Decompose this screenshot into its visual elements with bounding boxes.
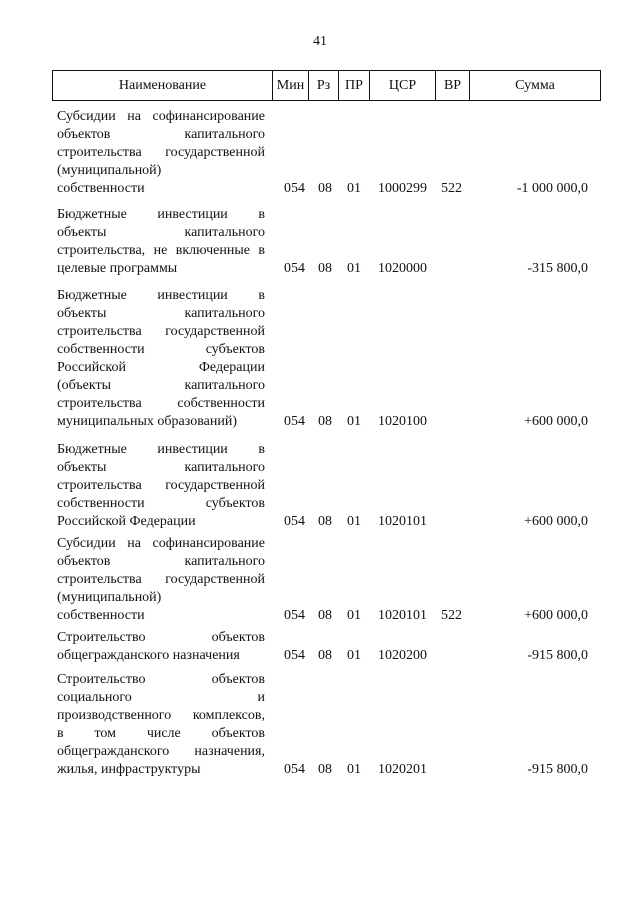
row-rz: 08	[318, 414, 332, 429]
row-min: 054	[284, 762, 305, 777]
row-name-line: муниципальных образований)	[57, 414, 237, 429]
row-name-line: Российской Федерации	[57, 360, 265, 375]
row-sum: -915 800,0	[527, 648, 588, 663]
page-number: 41	[313, 34, 327, 49]
row-pr: 01	[347, 608, 361, 623]
row-name-line: строительства государственной	[57, 572, 265, 587]
row-rz: 08	[318, 261, 332, 276]
row-csr: 1020101	[378, 608, 427, 623]
row-min: 054	[284, 514, 305, 529]
row-name-line: Бюджетные инвестиции в	[57, 288, 265, 303]
row-rz: 08	[318, 608, 332, 623]
row-sum: -315 800,0	[527, 261, 588, 276]
row-sum: +600 000,0	[524, 414, 588, 429]
row-pr: 01	[347, 514, 361, 529]
row-min: 054	[284, 414, 305, 429]
row-name-line: Строительство объектов	[57, 672, 265, 687]
row-csr: 1020201	[378, 762, 427, 777]
row-csr: 1020100	[378, 414, 427, 429]
row-pr: 01	[347, 762, 361, 777]
header-name: Наименование	[118, 78, 207, 93]
row-name-line: объектов капитального	[57, 554, 265, 569]
row-name-line: собственности субъектов	[57, 496, 265, 511]
row-csr: 1020101	[378, 514, 427, 529]
row-name-line: собственности субъектов	[57, 342, 265, 357]
row-rz: 08	[318, 648, 332, 663]
row-csr: 1020000	[378, 261, 427, 276]
row-sum: +600 000,0	[524, 608, 588, 623]
header-vr: ВР	[435, 71, 469, 100]
row-name-line: целевые программы	[57, 261, 178, 276]
row-pr: 01	[347, 181, 361, 196]
row-name-line: Строительство объектов	[57, 630, 265, 645]
row-pr: 01	[347, 261, 361, 276]
row-name-line: объектов капитального	[57, 127, 265, 142]
row-rz: 08	[318, 181, 332, 196]
row-name-line: жилья, инфраструктуры	[57, 762, 201, 777]
row-pr: 01	[347, 414, 361, 429]
row-name-line: собственности	[57, 181, 145, 196]
row-min: 054	[284, 261, 305, 276]
row-name-line: Бюджетные инвестиции в	[57, 442, 265, 457]
row-name-line: (объекты капитального	[57, 378, 265, 393]
header-rz: Рз	[308, 71, 338, 100]
row-name-line: Субсидии на софинансирование	[57, 109, 265, 124]
header-pr: ПР	[338, 71, 369, 100]
row-vr: 522	[441, 608, 462, 623]
row-name-line: строительства государственной	[57, 478, 265, 493]
row-sum: +600 000,0	[524, 514, 588, 529]
row-name-line: Бюджетные инвестиции в	[57, 207, 265, 222]
row-name-line: строительства, не включенные в	[57, 243, 265, 258]
table-header	[52, 70, 601, 101]
header-csr: ЦСР	[369, 71, 435, 100]
row-rz: 08	[318, 762, 332, 777]
row-name-line: общегражданского назначения	[57, 648, 240, 663]
row-rz: 08	[318, 514, 332, 529]
row-name-line: собственности	[57, 608, 145, 623]
row-vr: 522	[441, 181, 462, 196]
row-name-line: Российской Федерации	[57, 514, 196, 529]
header-sum: Сумма	[469, 71, 600, 100]
row-name-line: (муниципальной)	[57, 590, 162, 605]
row-name-line: производственного комплексов,	[57, 708, 265, 723]
row-name-line: социального и	[57, 690, 265, 705]
row-min: 054	[284, 648, 305, 663]
row-name-line: Субсидии на софинансирование	[57, 536, 265, 551]
row-csr: 1000299	[378, 181, 427, 196]
row-min: 054	[284, 608, 305, 623]
row-csr: 1020200	[378, 648, 427, 663]
row-name-line: в том числе объектов	[57, 726, 265, 741]
row-name-line: объекты капитального	[57, 225, 265, 240]
row-name-line: строительства собственности	[57, 396, 265, 411]
row-name-line: общегражданского назначения,	[57, 744, 265, 759]
row-sum: -915 800,0	[527, 762, 588, 777]
row-min: 054	[284, 181, 305, 196]
row-sum: -1 000 000,0	[516, 181, 588, 196]
row-name-line: строительства государственной	[57, 145, 265, 160]
row-pr: 01	[347, 648, 361, 663]
row-name-line: (муниципальной)	[57, 163, 162, 178]
header-min: Мин	[272, 71, 308, 100]
row-name-line: строительства государственной	[57, 324, 265, 339]
row-name-line: объекты капитального	[57, 306, 265, 321]
row-name-line: объекты капитального	[57, 460, 265, 475]
